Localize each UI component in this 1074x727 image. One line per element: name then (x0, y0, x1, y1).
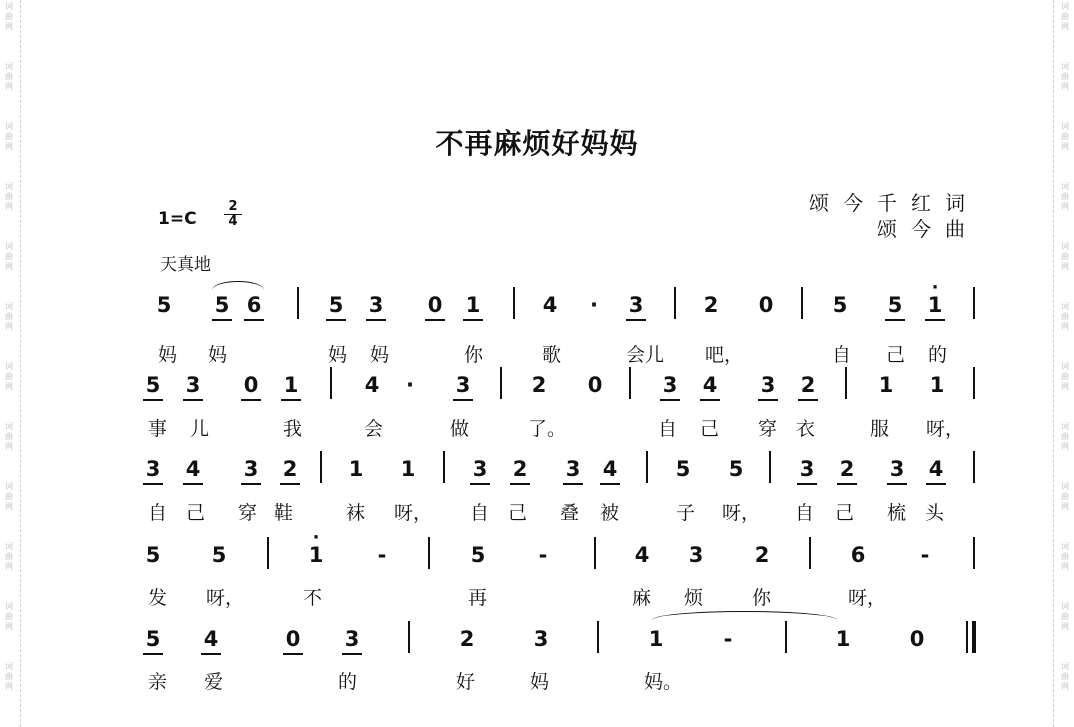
composer-credit: 颂今曲 (877, 217, 979, 241)
lyric: 呀， (926, 418, 965, 440)
watermark: 词曲网 (1061, 362, 1069, 391)
lyricist-credit: 颂今千红词 (809, 191, 979, 215)
note: 5 (145, 543, 161, 567)
lyric: 麻 (632, 587, 652, 609)
note: 0 (241, 373, 261, 401)
note: 5 (143, 627, 163, 655)
lyrics-line-2 (0, 414, 1074, 454)
watermark: 词曲网 (1061, 2, 1069, 31)
notation-line-4 (0, 543, 1074, 583)
note: 0 (758, 293, 774, 317)
note: 0 (283, 627, 303, 655)
note: 3 (688, 543, 704, 567)
note: 3 (626, 293, 646, 321)
note: 0 (425, 293, 445, 321)
watermark: 词曲网 (5, 662, 13, 691)
lyric: 事 (148, 418, 168, 440)
dash-extension: - (723, 627, 733, 651)
note: 1 (835, 627, 851, 651)
note: 5 (326, 293, 346, 321)
note: 4 (926, 457, 946, 485)
note: 3 (887, 457, 907, 485)
bar-line (408, 621, 410, 653)
lyric: 穿 (758, 418, 778, 440)
lyric: 会儿 (626, 344, 665, 366)
note: 1 (648, 627, 664, 651)
lyric: 妈 (530, 671, 550, 693)
note: 4 (600, 457, 620, 485)
lyric: 自 (832, 344, 852, 366)
lyric: 自 (470, 502, 490, 524)
bar-line (973, 451, 975, 483)
watermark: 词曲网 (5, 422, 13, 451)
watermark: 词曲网 (5, 62, 13, 91)
lyric: 己 (886, 344, 906, 366)
bar-line (845, 367, 847, 399)
lyrics-line-3 (0, 498, 1074, 538)
bar-line (973, 287, 975, 319)
watermark: 词曲网 (1061, 662, 1069, 691)
note: 4 (364, 373, 380, 397)
note: 2 (703, 293, 719, 317)
dash-extension: - (377, 543, 387, 567)
lyric: 叠 (560, 502, 580, 524)
notation-line-3 (0, 457, 1074, 497)
lyric: 梳 (887, 502, 907, 524)
note: 0 (909, 627, 925, 651)
bar-line (597, 621, 599, 653)
lyric: 呀， (848, 587, 887, 609)
note-high: · 1 (925, 293, 945, 321)
bar-line (267, 537, 269, 569)
note: 3 (183, 373, 203, 401)
note: 3 (563, 457, 583, 485)
lyric: 你 (464, 344, 484, 366)
lyric: 妈 (328, 344, 348, 366)
watermark: 词曲网 (1061, 542, 1069, 571)
lyric: 鞋 (274, 502, 294, 524)
lyric: 的 (338, 671, 358, 693)
dotted-extension: · (406, 373, 414, 397)
note: 1 (348, 457, 364, 481)
notation-line-1 (0, 293, 1074, 333)
lyric: 好 (456, 671, 476, 693)
lyric: 的 (928, 344, 948, 366)
lyrics-line-5 (0, 667, 1074, 707)
lyrics-line-4 (0, 583, 1074, 623)
note: 2 (754, 543, 770, 567)
watermark: 词曲网 (5, 2, 13, 31)
lyric: 子 (676, 502, 696, 524)
watermark: 词曲网 (5, 542, 13, 571)
note: 5 (728, 457, 744, 481)
watermark: 词曲网 (1061, 62, 1069, 91)
note: 2 (510, 457, 530, 485)
lyric: 服 (870, 418, 890, 440)
slur (212, 281, 264, 290)
bar-line (674, 287, 676, 319)
watermark: 词曲网 (5, 182, 13, 211)
lyric: 做 (450, 418, 470, 440)
lyric: 儿 (190, 418, 210, 440)
time-signature-top: 2 (224, 200, 242, 215)
note: 3 (241, 457, 261, 485)
note: 2 (837, 457, 857, 485)
time-signature (224, 200, 242, 229)
note: 5 (675, 457, 691, 481)
note-high: · 1 (306, 543, 326, 567)
note: 5 (143, 373, 163, 401)
note: 4 (201, 627, 221, 655)
bar-line (629, 367, 631, 399)
bar-line (973, 367, 975, 399)
lyric: 自 (795, 502, 815, 524)
watermark: 词曲网 (1061, 242, 1069, 271)
bar-line (320, 451, 322, 483)
dash-extension: - (920, 543, 930, 567)
watermark: 词曲网 (1061, 422, 1069, 451)
lyric: 头 (925, 502, 945, 524)
lyric: 呀， (206, 587, 245, 609)
final-bar-line (972, 621, 976, 653)
watermark: 词曲网 (1061, 302, 1069, 331)
bar-line (801, 287, 803, 319)
watermark: 词曲网 (5, 602, 13, 631)
note: 0 (587, 373, 603, 397)
lyric: 被 (600, 502, 620, 524)
bar-line (785, 621, 787, 653)
bar-line (769, 451, 771, 483)
bar-line (594, 537, 596, 569)
note: 4 (542, 293, 558, 317)
lyric: 穿 (238, 502, 258, 524)
lyric: 再 (468, 587, 488, 609)
lyric: 自 (148, 502, 168, 524)
lyric: 妈 (158, 344, 178, 366)
watermark: 词曲网 (5, 362, 13, 391)
lyric: 呀， (722, 502, 761, 524)
lyric: 你 (752, 587, 772, 609)
lyric: 烦 (684, 587, 704, 609)
song-title: 不再麻烦好妈妈 (435, 127, 639, 160)
watermark: 词曲网 (1061, 182, 1069, 211)
note: 2 (531, 373, 547, 397)
lyric: 了。 (528, 418, 567, 440)
watermark: 词曲网 (1061, 602, 1069, 631)
note: 5 (885, 293, 905, 321)
lyric: 己 (508, 502, 528, 524)
note: 4 (700, 373, 720, 401)
note: 1 (400, 457, 416, 481)
bar-line (809, 537, 811, 569)
bar-line (646, 451, 648, 483)
watermark: 词曲网 (5, 302, 13, 331)
note: 2 (280, 457, 300, 485)
lyric: 己 (835, 502, 855, 524)
note: 5 (832, 293, 848, 317)
note: 3 (470, 457, 490, 485)
lyric: 呀， (394, 502, 433, 524)
bar-line (500, 367, 502, 399)
watermark: 词曲网 (1061, 482, 1069, 511)
lyric: 亲 (148, 671, 168, 693)
tempo-marking: 天真地 (160, 255, 211, 275)
note: 3 (533, 627, 549, 651)
lyric: 自 (658, 418, 678, 440)
bar-line (428, 537, 430, 569)
lyric: 爱 (204, 671, 224, 693)
bar-line (513, 287, 515, 319)
note: 5 (211, 543, 227, 567)
note: 4 (634, 543, 650, 567)
note: 2 (459, 627, 475, 651)
note: 6 (850, 543, 866, 567)
lyric: 发 (148, 587, 168, 609)
note: 3 (660, 373, 680, 401)
dotted-extension: · (590, 293, 598, 317)
lyric: 袜 (346, 502, 366, 524)
note: 1 (281, 373, 301, 401)
note: 5 (156, 293, 172, 317)
note: 4 (183, 457, 203, 485)
note: 3 (366, 293, 386, 321)
lyric: 我 (283, 418, 303, 440)
note: 3 (797, 457, 817, 485)
note: 5 (212, 293, 232, 321)
key-signature: 1=C (158, 209, 197, 229)
note: 5 (470, 543, 486, 567)
lyric: 会 (364, 418, 384, 440)
lyric: 妈。 (644, 671, 683, 693)
note: 2 (798, 373, 818, 401)
lyric: 己 (186, 502, 206, 524)
lyric: 妈 (208, 344, 228, 366)
note: 3 (758, 373, 778, 401)
note: 3 (453, 373, 473, 401)
note: 1 (878, 373, 894, 397)
note: 1 (463, 293, 483, 321)
notation-line-5 (0, 627, 1074, 667)
bar-line (973, 537, 975, 569)
lyric: 歌 (542, 344, 562, 366)
time-signature-bottom: 4 (228, 214, 238, 229)
lyric: 妈 (370, 344, 390, 366)
dash-extension: - (538, 543, 548, 567)
watermark: 词曲网 (5, 242, 13, 271)
note: 3 (143, 457, 163, 485)
note: 3 (342, 627, 362, 655)
watermark: 词曲网 (5, 122, 13, 151)
bar-line (443, 451, 445, 483)
bar-line (297, 287, 299, 319)
watermark: 词曲网 (1061, 122, 1069, 151)
lyric: 衣 (796, 418, 816, 440)
note: 1 (929, 373, 945, 397)
note: 6 (244, 293, 264, 321)
bar-line (330, 367, 332, 399)
lyric: 吧， (705, 344, 744, 366)
lyric: 己 (700, 418, 720, 440)
lyric: 不 (303, 587, 323, 609)
watermark: 词曲网 (5, 482, 13, 511)
notation-line-2 (0, 373, 1074, 413)
